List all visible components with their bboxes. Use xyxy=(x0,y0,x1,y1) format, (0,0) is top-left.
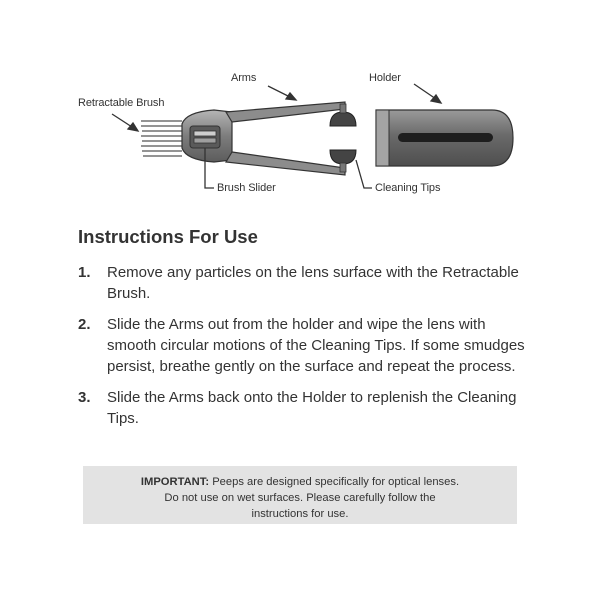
arms xyxy=(182,102,345,175)
instruction-step xyxy=(78,314,538,377)
callout-holder: Holder xyxy=(369,72,401,84)
holder xyxy=(376,110,513,166)
step-text: Slide the Arms back onto the Holder to replenish the Cleaning Tips. xyxy=(107,389,517,427)
cleaning-tips xyxy=(330,104,356,172)
step-number: 2. xyxy=(78,316,91,333)
instruction-step xyxy=(78,387,538,429)
instruction-step xyxy=(78,262,538,304)
important-notice xyxy=(83,466,517,524)
notice-line-1: IMPORTANT: Peeps are designed specifically for optical lenses. xyxy=(140,476,460,488)
callout-arms: Arms xyxy=(231,72,257,84)
retractable-brush xyxy=(141,121,182,156)
instruction-steps xyxy=(78,262,538,429)
notice-line-2: Do not use on wet surfaces. Please carefully follow the xyxy=(164,492,436,504)
product-diagram xyxy=(0,0,600,215)
step-number: 3. xyxy=(78,389,91,406)
callout-cleaning-tips: Cleaning Tips xyxy=(375,182,441,194)
step-number: 1. xyxy=(78,264,91,281)
callout-retractable-brush: Retractable Brush xyxy=(78,97,165,109)
step-text: Slide the Arms out from the holder and wipe the lens with smooth circular motions of the Cleaning Tips. If some smudges persist, breathe gently on the surface and repeat the process. xyxy=(107,316,525,375)
instructions-title: Instructions For Use xyxy=(78,226,258,247)
callout-brush-slider: Brush Slider xyxy=(217,182,276,194)
brush-slider xyxy=(190,126,220,148)
notice-line-3: instructions for use. xyxy=(251,508,349,520)
step-text: Remove any particles on the lens surface with the Retractable Brush. xyxy=(107,264,519,302)
notice-label: IMPORTANT: xyxy=(140,476,210,488)
